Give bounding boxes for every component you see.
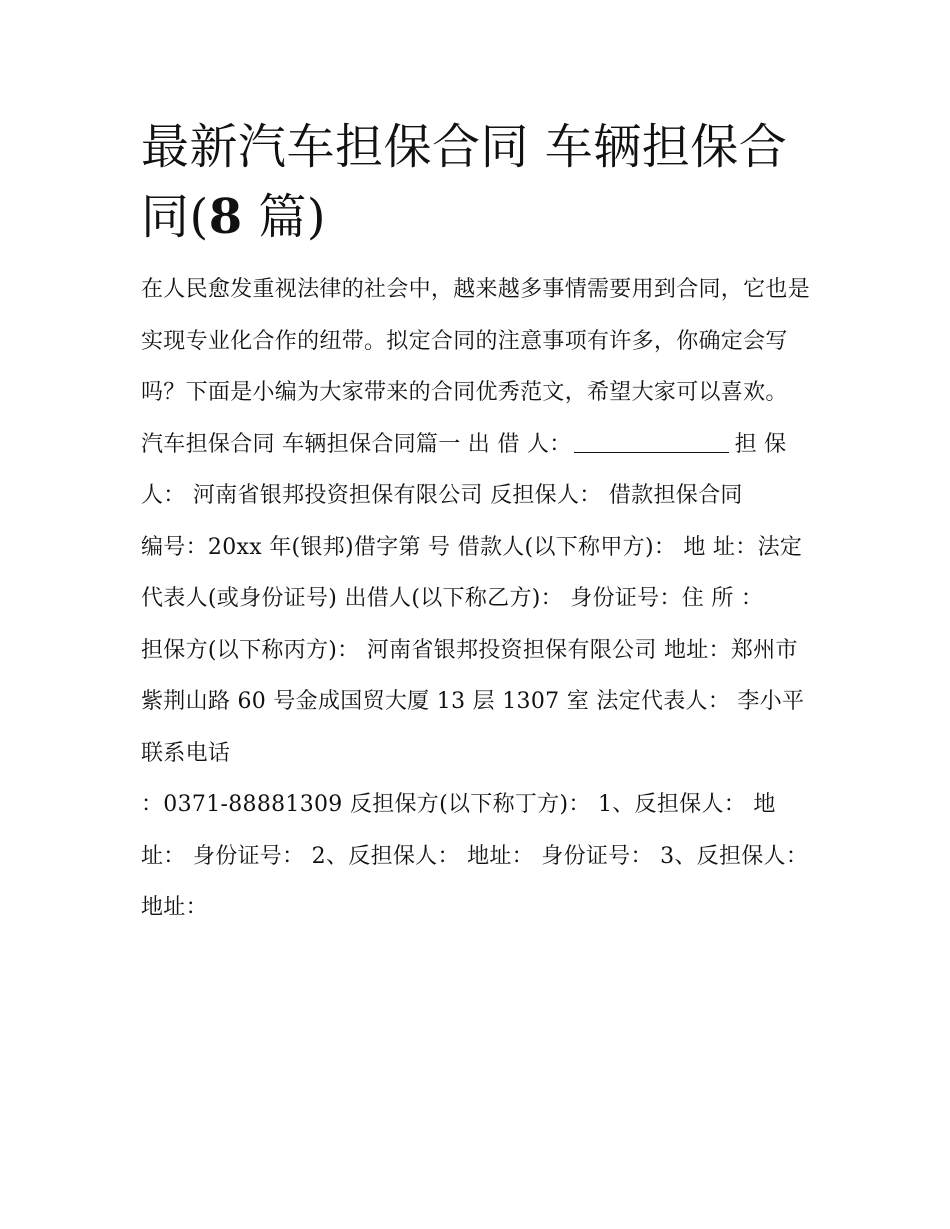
- contract-number-paragraph: 编号：20xx 年(银邦)借字第 号 借款人(以下称甲方)： 地 址：法定代表人(或身份证号) 出借人(以下称乙方)： 身份证号：住 所 ：: [141, 534, 803, 611]
- lender-blank-line: [574, 430, 729, 453]
- title-count: 8: [208, 189, 243, 245]
- section-one-paragraph: [141, 419, 813, 522]
- title-text: 最新汽车担保合同 车辆担保合同(: [141, 119, 788, 245]
- lender-label: 汽车担保合同 车辆担保合同篇一 出 借 人：: [141, 431, 572, 457]
- document-body: [141, 112, 813, 934]
- guarantor-line: 担 保 人： 河南省银邦投资担保有限公司 反担保人： 借款担保合同: [141, 431, 787, 508]
- document-title: [141, 112, 813, 252]
- intro-paragraph: 在人民愈发重视法律的社会中，越来越多事情需要用到合同，它也是实现专业化合作的纽带。拟定合同的注意事项有许多，你确定会写吗？下面是小编为大家带来的合同优秀范文，希望大家可以喜欢。: [141, 277, 811, 405]
- guarantor-paragraph: 担保方(以下称丙方)： 河南省银邦投资担保有限公司 地址：郑州市紫荆山路 60 号金成国贸大厦 13 层 1307 室 法定代表人： 李小平 联系电话: [141, 637, 805, 766]
- counter-guarantor-paragraph: ：0371-88881309 反担保方(以下称丁方)： 1、反担保人： 地址： 身份证号： 2、反担保人： 地址： 身份证号： 3、反担保人： 地址：: [141, 792, 809, 920]
- title-suffix: 篇): [242, 189, 327, 245]
